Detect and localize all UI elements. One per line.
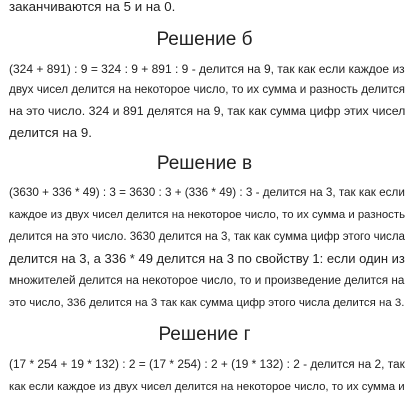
- section-g-title: Решение г: [158, 324, 251, 345]
- section-v-line: множителей делится на некоторое число, то и произведение делится на: [9, 274, 405, 287]
- section-v-line: делится на это число. 3630 делится на 3, так как сумма цифр этого числа: [9, 231, 405, 243]
- section-v-line: (3630 + 336 * 49) : 3 = 3630 : 3 + (336 * 49) : 3 - делится на 3, так как если: [9, 186, 405, 199]
- section-g-line: (17 * 254 + 19 * 132) : 2 = (17 * 254) : 2 + (19 * 132) : 2 - делится на 2, так: [9, 357, 405, 371]
- section-b-line: на это число. 324 и 891 делятся на 9, так как сумма цифр этих чисел: [9, 104, 406, 118]
- section-v-line: это число, 336 делится на 3 так как сумма цифр этого числа делится на 3.: [9, 297, 405, 309]
- section-v-line: делится на 3, а 336 * 49 делится на 3 по свойству 1: если один из: [9, 251, 405, 266]
- section-g-line: как если каждое из двух чисел делится на некоторое число, то их сумма и: [9, 381, 405, 393]
- section-b-line: двух чисел делится на некоторое число, то их сумма и разность делится: [9, 83, 405, 96]
- section-b-line: (324 + 891) : 9 = 324 : 9 + 891 : 9 - делится на 9, так как если каждое из: [9, 62, 405, 76]
- section-b-line: делится на 9.: [9, 125, 92, 140]
- intro-text: заканчиваются на 5 и на 0.: [9, 0, 176, 14]
- section-v-title: Решение в: [156, 153, 253, 174]
- section-b-title: Решение б: [156, 29, 253, 50]
- section-v-line: каждое из двух чисел делится на некоторое число, то их сумма и разность: [9, 209, 406, 221]
